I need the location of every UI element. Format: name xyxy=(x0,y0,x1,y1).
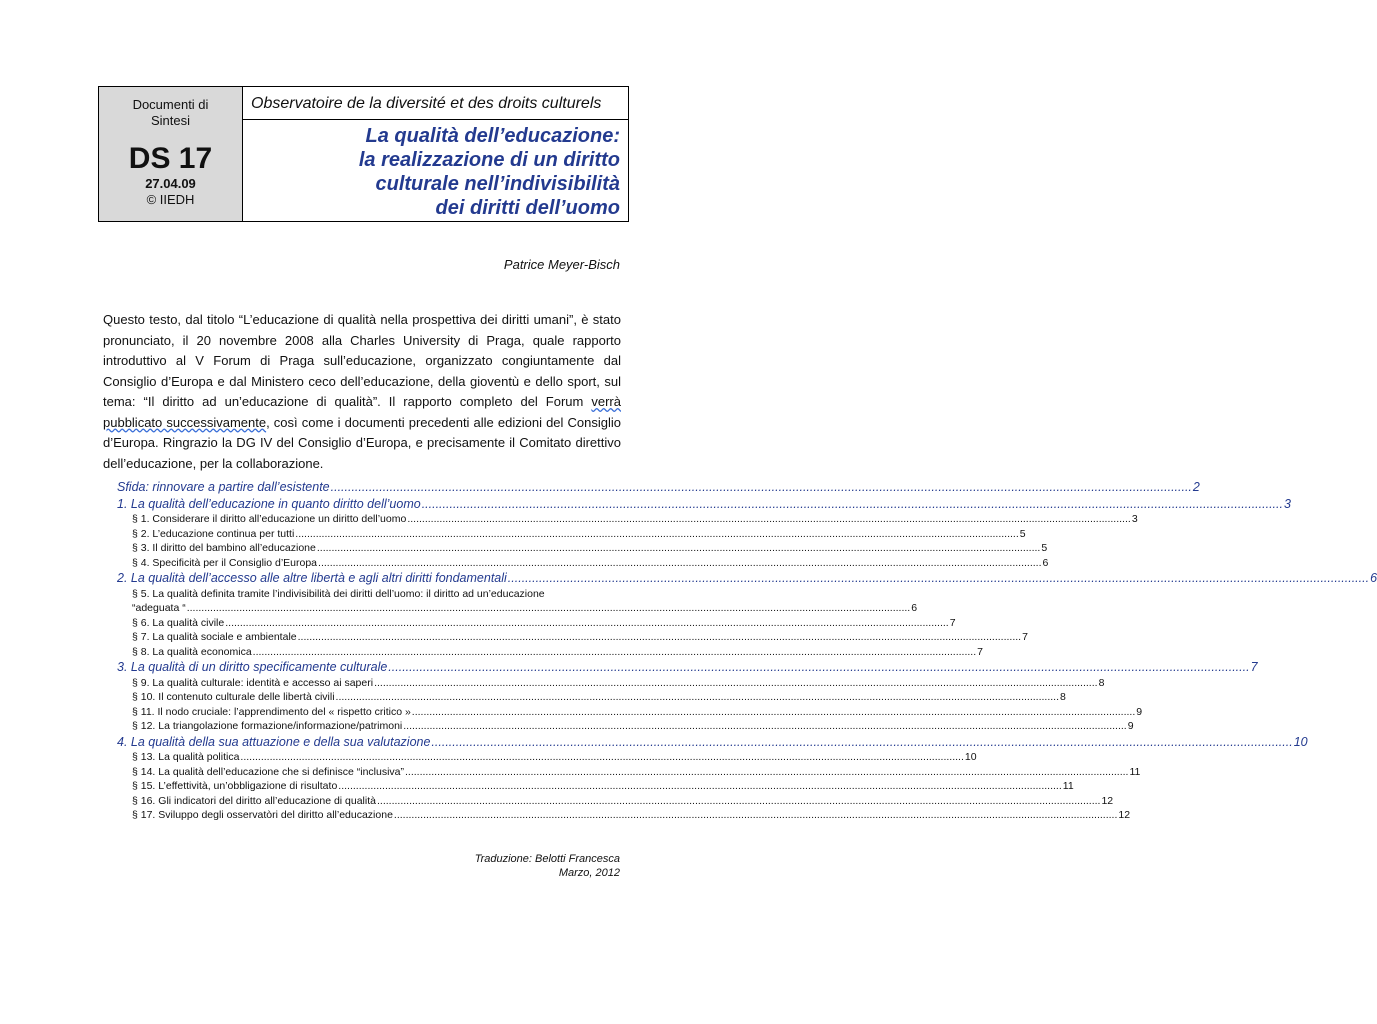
toc-subentry-first-line[interactable]: § 5. La qualità definita tramite l’indivisibilità dei diritti dell’uomo: il diritto ad un’educazione xyxy=(132,587,545,600)
spellcheck-marked-text: verrà pubblicato successivamente xyxy=(103,394,621,430)
toc-page: 2 xyxy=(1192,480,1200,494)
copyright: © IIEDH xyxy=(146,192,195,207)
translation-credit xyxy=(475,852,620,880)
toc-page: 9 xyxy=(1136,705,1143,718)
toc-page: 3 xyxy=(1283,496,1291,511)
toc-page: 6 xyxy=(1042,556,1049,569)
toc-subentry[interactable]: § 3. Il diritto del bambino all’educazione ..... 5 xyxy=(117,541,622,556)
toc-page: 11 xyxy=(1129,765,1141,778)
toc-page: 11 xyxy=(1062,780,1074,792)
toc-entry-section-1[interactable]: 1. La qualità dell’educazione in quanto diritto dell’uomo ..... 3 xyxy=(117,496,622,513)
toc-subentry[interactable]: § 15. L’effettività, un’obbligazione di risultato ..... 11 xyxy=(117,779,622,794)
toc-page: 8 xyxy=(1060,691,1066,703)
toc-page: 12 xyxy=(1118,809,1131,821)
table-of-contents xyxy=(117,479,1377,823)
translation-date: Marzo, 2012 xyxy=(558,867,620,879)
toc-page: 5 xyxy=(1019,527,1026,540)
intro-paragraph xyxy=(103,310,621,474)
series-label-line1: Documenti di xyxy=(132,97,209,112)
toc-subentry[interactable]: § 4. Specificità per il Consiglio d’Europa ..... 6 xyxy=(117,556,622,571)
toc-subentry[interactable]: § 12. La triangolazione formazione/informazione/patrimoni ..... 9 xyxy=(117,719,622,734)
toc-subentry[interactable]: § 14. La qualità dell’educazione che si definisce “inclusiva” ..... 11 xyxy=(117,765,622,780)
toc-entry-sfida[interactable]: Sfida: rinnovare a partire dall’esistente ..... 2 xyxy=(117,479,622,496)
toc-subentry[interactable]: § 6. La qualità civile ..... 7 xyxy=(117,616,622,631)
toc-entry-section-3[interactable]: 3. La qualità di un diritto specificamente culturale ..... 7 xyxy=(117,659,622,676)
toc-subentry[interactable]: § 1. Considerare il diritto all’educazione un diritto dell’uomo ..... 3 xyxy=(117,512,622,527)
toc-subentry[interactable]: § 7. La qualità sociale e ambientale ..... 7 xyxy=(117,630,622,645)
title-line: La qualità dell’educazione: xyxy=(365,125,620,147)
title-panel xyxy=(243,87,628,221)
toc-subentry[interactable]: § 13. La qualità politica ..... 10 xyxy=(117,750,622,765)
toc-entry-section-4[interactable]: 4. La qualità della sua attuazione e della sua valutazione ..... 10 xyxy=(117,734,622,751)
toc-subentry[interactable]: § 10. Il contenuto culturale delle libertà civili ..... 8 xyxy=(117,690,622,705)
intro-text: Questo testo, dal titolo “L’educazione di qualità nella prospettiva dei diritti umani”, è stato pronunciato, il 20 novembre 2008 alla Charles University di Praga, quale rapporto introduttivo al V Forum di Praga sull’educazione, organizzato congiuntamente dal Consiglio d’Europa e dal Ministero ceco dell’educazione, della gioventù e dello sport, sul tema: “Il diritto ad un’educazione di qualità”. Il rapporto completo del Forum xyxy=(103,312,621,409)
title-line: la realizzazione di un diritto xyxy=(358,149,620,171)
observatory-name: Observatoire de la diversité et des droits culturels xyxy=(243,87,628,120)
toc-page: 5 xyxy=(1041,542,1048,554)
series-label-line2: Sintesi xyxy=(150,113,191,128)
toc-page: 7 xyxy=(949,616,956,629)
doc-number: DS 17 xyxy=(128,142,213,175)
intro-text: , così come i documenti precedenti alle edizioni del Consiglio d’Europa. Ringrazio la DG IV del Consiglio d’Europa, e precisamente il Comitato direttivo dell’educazione, per la collaborazione. xyxy=(103,414,622,471)
toc-page: 6 xyxy=(1370,571,1377,585)
toc-page: 7 xyxy=(977,645,983,658)
toc-page: 7 xyxy=(1250,660,1258,674)
doc-date: 27.04.09 xyxy=(145,176,196,191)
toc-page: 6 xyxy=(911,602,918,614)
document-header xyxy=(98,86,629,222)
toc-page: 10 xyxy=(1293,734,1308,749)
toc-subentry[interactable]: § 17. Sviluppo degli osservatòri del diritto all’educazione ..... 12 xyxy=(117,808,622,823)
toc-subentry[interactable]: “adeguata “ ..... 6 xyxy=(117,601,622,616)
toc-page: 8 xyxy=(1098,676,1105,689)
toc-subentry[interactable]: § 16. Gli indicatori del diritto all’educazione di qualità ..... 12 xyxy=(117,794,622,809)
toc-subentry[interactable]: § 2. L’educazione continua per tutti ..... 5 xyxy=(117,527,622,542)
toc-page: 3 xyxy=(1131,513,1138,525)
toc-entry-section-2[interactable]: 2. La qualità dell’accesso alle altre libertà e agli altri diritti fondamentali ..... 6 xyxy=(117,570,622,587)
translator: Traduzione: Belotti Francesca xyxy=(474,853,620,865)
series-panel xyxy=(99,87,243,221)
title-line: culturale nell’indivisibilità xyxy=(375,173,620,195)
toc-page: 10 xyxy=(964,751,977,763)
toc-subentry[interactable]: § 9. La qualità culturale: identità e accesso ai saperi ..... 8 xyxy=(117,676,622,691)
toc-subentry[interactable]: § 11. Il nodo cruciale: l’apprendimento del « rispetto critico » ..... 9 xyxy=(117,705,622,720)
title-line: dei diritti dell’uomo xyxy=(435,197,620,219)
toc-page: 9 xyxy=(1127,720,1134,732)
toc-page: 12 xyxy=(1101,794,1114,807)
author: Patrice Meyer-Bisch xyxy=(503,257,620,272)
toc-page: 7 xyxy=(1022,631,1028,643)
document-title xyxy=(243,120,628,220)
toc-subentry[interactable]: § 8. La qualità economica ..... 7 xyxy=(117,645,622,660)
